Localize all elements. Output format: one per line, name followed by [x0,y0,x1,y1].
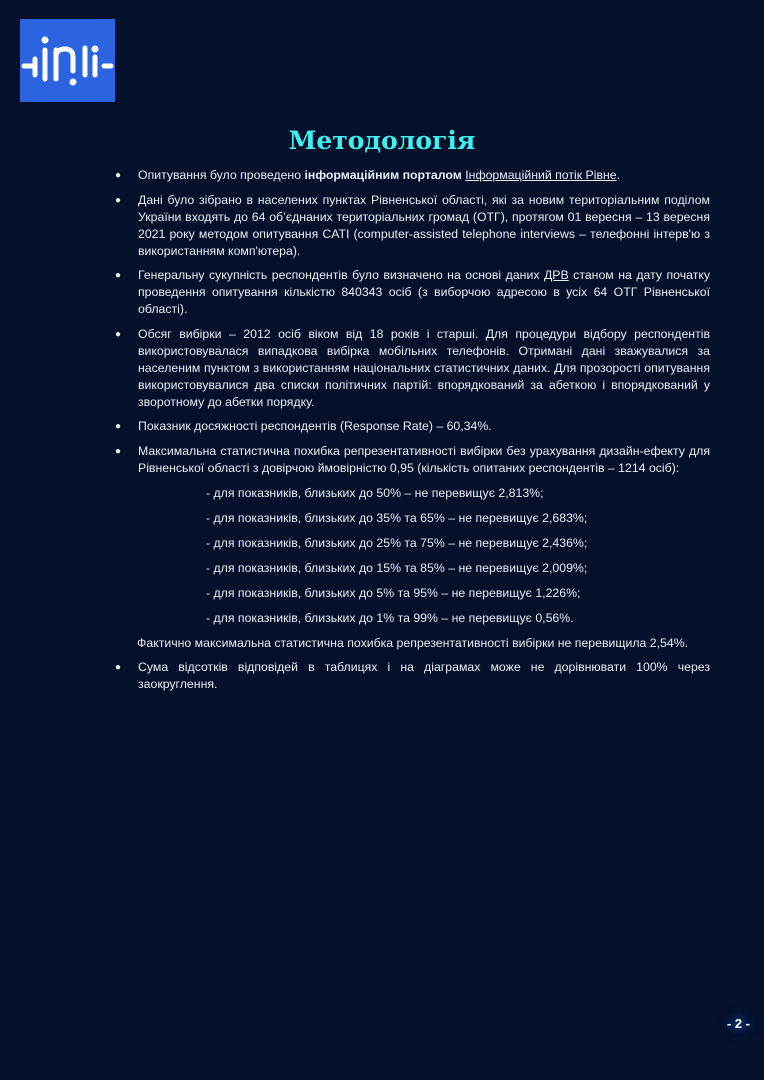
portal-link[interactable]: Інформаційний потік Рівне [465,168,617,182]
bullet-icon: ● [115,662,122,673]
bullet-icon: ● [115,445,122,457]
list-item: ● Дані було зібрано в населених пунктах Рівненської області, які за новим територіальним поділом України входять до 64 об’єднаних територіальних громад (ОТГ), протягом 01 вересня – 13 вересня 2021 року методом опитування CATI (computer-assisted telephone interviews – телефонні інтерв'ю з використанням комп'ютера). [115,192,710,258]
error-list [138,485,710,627]
list-item: ● Опитування було проведено інформаційним порталом Інформаційний потік Рівне. [115,168,621,182]
bullet-icon: ● [115,170,122,181]
iipi-logo-icon [20,19,115,102]
list-item: ● Сума відсотків відповідей в таблицях і на діаграмах може не дорівнювати 100% через заокруглення. [115,660,710,691]
page-title: Методологія [288,126,476,155]
error-item: - для показників, близьких до 50% – не перевищує 2,813%; [206,485,544,500]
error-item: - для показників, близьких до 25% та 75% – не перевищує 2,436%; [206,535,588,550]
list-item: ● Обсяг вибірки – 2012 осіб віком від 18 років і старші. Для процедури відбору респондентів використовувалася випадкова вибірка мобільних телефонів. Отримані дані зважувалися за населеним пунктом з використанням національних статистичних даних. Для прозорості опитування використовувалися два списки політичних партій: впорядкований за абеткою і впорядкований у зворотному до абетки порядку. [115,326,710,409]
bullet-icon: ● [115,270,122,281]
error-item: - для показників, близьких до 5% та 95% – не перевищує 1,226%; [206,585,581,600]
list-item: ● Генеральну сукупність респондентів було визначено на основі даних ДРВ станом на дату початку проведення опитування кількістю 840343 осіб (з виборчою адресою в усіх 64 ОТГ Рівненської області). [115,268,710,316]
list-item: ● Максимальна статистична похибка репрезентативності вибірки без урахування дизайн-ефекту для Рівненської області з довірчою ймовірністю 0,95 (кількість опитаних респондентів – 1214 осіб): - для показників, близьких до 50% – не перевищує 2,813%; - для показників, близьких до 35% та 65% – не перевищує 2,683%; - для показників, близьких до 25% та 75% – не перевищує 2,436%; - для показників, близьких до 15% та 85% – не перевищує 2,009%; - для показників, близьких до 5% та 95% – не перевищує 1,226%; - для показників, близьких до 1% та 99% – не перевищує 0,56%. [115,443,710,625]
page-number: - 2 - [726,1016,750,1031]
error-item: - для показників, близьких до 15% та 85% – не перевищує 2,009%; [206,560,588,575]
bullet-icon: ● [115,194,122,206]
logo [20,19,115,102]
drv-link[interactable]: ДРВ [543,268,569,282]
list-item: ● Показник досяжності респондентів (Response Rate) – 60,34%. [115,419,492,433]
error-item: - для показників, близьких до 1% та 99% – не перевищує 0,56%. [206,610,574,625]
bullet-icon: ● [115,421,122,432]
fact-note: Фактично максимальна статистична похибка репрезентативності вибірки не перевищила 2,54%. [137,635,689,650]
error-item: - для показників, близьких до 35% та 65% – не перевищує 2,683%; [206,510,588,525]
bullet-icon: ● [115,328,122,340]
methodology-body [113,167,710,701]
portal-text: інформаційним порталом [304,168,462,182]
